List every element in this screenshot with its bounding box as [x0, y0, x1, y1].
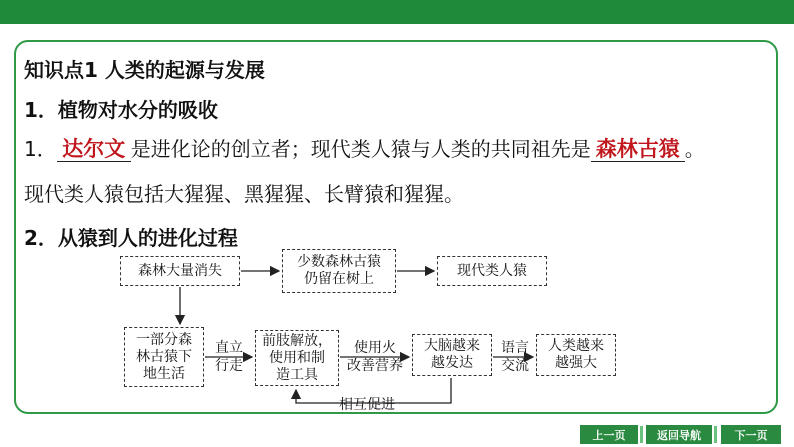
nav-separator	[640, 426, 643, 443]
line1-prefix: 1．	[24, 137, 57, 161]
box-forelimbs-tools: 前肢解放， 使用和制 造工具	[255, 330, 339, 386]
knowledge-heading: 知识点1 人类的起源与发展	[24, 58, 265, 82]
arrow-brain-back-to-limbs	[296, 378, 451, 403]
line1-middle: 是进化论的创立者；现代类人猿与人类的共同祖先是	[130, 137, 591, 161]
box-part-ground: 一部分森 林古猿下 地生活	[124, 327, 204, 387]
line1-end: 。	[684, 137, 705, 161]
box-few-stay-trees: 少数森林古猿 仍留在树上	[282, 249, 396, 293]
box-humans-stronger: 人类越来 越强大	[536, 334, 616, 376]
label-upright-walking: 直立 行走	[215, 340, 243, 374]
answer-blank-2: 森林古猿	[591, 137, 685, 162]
section-title-1: 1．植物对水分的吸收	[24, 98, 218, 122]
label-mutual-promotion: 相互促进	[339, 397, 395, 413]
nav-separator	[714, 426, 717, 443]
label-language: 语言 交流	[501, 340, 529, 374]
back-to-nav-button[interactable]: 返回导航	[646, 425, 712, 444]
box-brain-developed: 大脑越来 越发达	[412, 334, 492, 376]
label-use-fire: 使用火 改善营养	[347, 340, 403, 374]
apes-sentence: 现代类人猿包括大猩猩、黑猩猩、长臂猿和猩猩。	[24, 182, 464, 206]
section-title-2: 2．从猿到人的进化过程	[24, 226, 238, 250]
box-modern-apes: 现代类人猿	[437, 256, 547, 286]
next-page-button[interactable]: 下一页	[721, 425, 781, 444]
answer-blank-1: 达尔文	[57, 137, 131, 162]
prev-page-button[interactable]: 上一页	[580, 425, 638, 444]
box-forest-disappear: 森林大量消失	[120, 256, 240, 286]
